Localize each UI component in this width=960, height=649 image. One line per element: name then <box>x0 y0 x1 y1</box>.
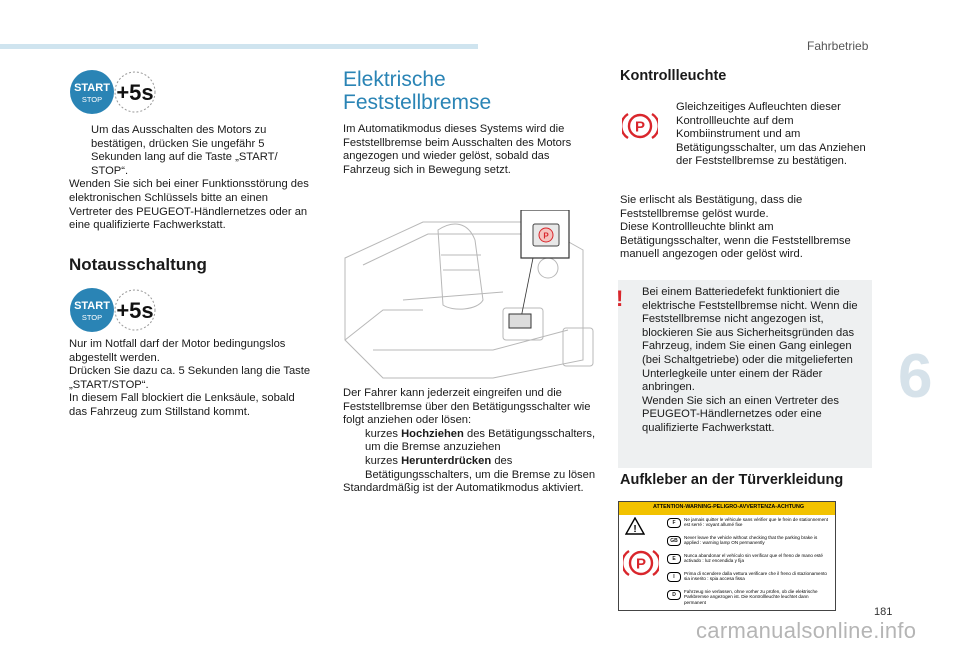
col3-para-1: Sie erlischt als Bestätigung, dass die Feststellbremse gelöst wurde. <box>620 194 803 220</box>
heading-feststellbremse <box>343 68 491 114</box>
col3-para-2: Diese Kontrollleuchte blinkt am Betätigungsschalter, wenn die Feststellbremse manuell angezogen oder gelöst wird. <box>620 221 851 261</box>
col1-para-2: Nur im Notfall darf der Motor bedingungslos abgestellt werden. <box>69 338 286 364</box>
section-label: Fahrbetrieb <box>807 39 869 53</box>
col2-bullet-2 <box>343 455 598 482</box>
bullet1-pre: kurzes <box>365 427 402 440</box>
sticker-row <box>667 535 831 553</box>
parking-brake-switch-zoom <box>521 210 569 258</box>
sticker-row <box>667 553 831 571</box>
sticker-row <box>667 589 831 607</box>
heading-feststellbremse-line2: Feststellbremse <box>343 91 492 114</box>
header-bar <box>0 44 478 49</box>
svg-text:!: ! <box>633 524 637 535</box>
sticker-language-code: I <box>667 572 681 582</box>
stop-label: STOP <box>81 95 103 104</box>
bullet2-pre: kurzes <box>365 454 402 467</box>
col1-bullet <box>69 124 314 178</box>
plus-5s-label-2: +5s <box>116 298 154 323</box>
bullet-marker-icon <box>69 124 91 178</box>
col2-para-1: Der Fahrer kann jederzeit eingreifen und die Feststellbremse über den Betätigungsschalter wie folgt anziehen oder lösen: <box>343 387 591 427</box>
bullet2-bold: Herunterdrücken <box>401 454 492 467</box>
gear-console-illustration <box>343 210 598 385</box>
sticker-warning-triangle-icon <box>625 517 645 540</box>
warning-exclamation-icon: ! <box>616 286 624 311</box>
col2-intro: Im Automatikmodus dieses Systems wird die Feststellbremse beim Ausschalten des Motors angezogen und wieder gelöst, sobald das Fahrzeug sich in Bewegung setzt. <box>343 123 572 176</box>
plus-5s-label: +5s <box>116 80 154 105</box>
heading-feststellbremse-line1: Elektrische <box>343 68 446 91</box>
heading-notausschaltung: Notausschaltung <box>69 255 207 274</box>
sticker-row-text: Prima di scendere dalla vettura verificare che il freno di stazionamento sia inserito : spia accesa fissa <box>684 571 827 582</box>
bullet2-post: des Betätigungsschalters, um die Bremse zu lösen <box>365 454 596 481</box>
col3-block <box>620 194 872 262</box>
col1-block-2 <box>69 338 314 420</box>
warning-text-2: Wenden Sie sich an einen Vertreter des PEUGEOT-Händlernetzes oder eine qualifizierte Fachwerkstatt. <box>642 394 839 434</box>
col1-bullet-text: Um das Ausschalten des Motors zu bestätigen, drücken Sie ungefähr 5 Sekunden lang auf die Taste „START/ STOP“. <box>91 124 278 177</box>
sticker-language-code: D <box>667 590 681 600</box>
col2-bullet-1 <box>343 428 598 455</box>
heading-kontrollleuchte: Kontrollleuchte <box>620 68 727 84</box>
col2-para-2: Standardmäßig ist der Automatikmodus aktiviert. <box>343 482 584 495</box>
svg-text:P: P <box>635 555 647 573</box>
sticker-row-text: Nunca abandonar el vehículo sin verificar que el freno de mano esté activado : luz encendida y fija <box>684 553 823 564</box>
sticker-row <box>667 517 831 535</box>
watermark: carmanualsonline.info <box>696 618 917 643</box>
lamp-description: Gleichzeitiges Aufleuchten dieser Kontrollleuchte auf dem Kombiinstrument und am Betätigungsschalter, um das Anziehen der Feststellbremse zu bestätigen. <box>676 101 866 168</box>
door-sticker <box>618 501 836 611</box>
sticker-row-text: Fahrzeug nie verlassen, ohne vorher zu prüfen, ob die elektrische Parkbremse angezogen ist. Die Kontrollleuchte leuchtet dann permanent <box>684 589 818 605</box>
heading-aufkleber: Aufkleber an der Türverkleidung <box>620 472 844 488</box>
start-stop-button-icon <box>69 69 159 120</box>
col1-para-1: Wenden Sie sich bei einer Funktionsstörung des elektronischen Schlüssels bitte an einen Vertreter des PEUGEOT-Händlernetzes oder an eine qualifizierte Fachwerkstatt. <box>69 178 309 232</box>
sticker-parking-brake-icon <box>623 547 659 584</box>
page-number: 181 <box>874 606 893 618</box>
col1-block-1 <box>69 124 314 233</box>
sticker-rows <box>667 517 831 607</box>
col2-block <box>343 387 598 496</box>
parking-brake-lamp-icon <box>622 110 658 147</box>
bullet1-post: des Betätigungsschalters, um die Bremse anzuziehen <box>365 427 596 454</box>
col1-para-4: In diesem Fall blockiert die Lenksäule, sobald das Fahrzeug zum Stillstand kommt. <box>69 392 295 418</box>
sticker-language-code: E <box>667 554 681 564</box>
sticker-row-text: Never leave the vehicle without checking that the parking brake is applied : warning lamp ON permanently <box>684 535 818 546</box>
svg-text:P: P <box>634 118 646 136</box>
bullet-marker-icon-2 <box>343 428 365 455</box>
start-label: START <box>74 82 110 94</box>
warning-text-block <box>642 286 864 436</box>
sticker-title: ATTENTION-WARNING-PELIGRO-AVVERTENZA-ACHTUNG <box>653 504 805 510</box>
start-stop-button-icon-2 <box>69 287 159 338</box>
col1-para-3: Drücken Sie dazu ca. 5 Sekunden lang die Taste „START/STOP“. <box>69 365 311 391</box>
stop-label-2: STOP <box>81 313 103 322</box>
sticker-language-code: F <box>667 518 681 528</box>
bullet-marker-icon-3 <box>343 455 365 482</box>
start-label-2: START <box>74 300 110 312</box>
sticker-row <box>667 571 831 589</box>
warning-text: Bei einem Batteriedefekt funktioniert die elektrische Feststellbremse nicht. Wenn die Feststellbremse nicht angezogen ist, blockieren Sie aus Sicherheitsgründen das Fahrzeug, indem Sie einen Gang einlegen (bei Schaltgetriebe) oder die mitgelieferten Unterlegkeile unter einem der Räder anbringen. <box>642 286 858 394</box>
sticker-row-text: Ne jamais quitter le véhicule sans vérifier que le frein de stationnement est serré : voyant allumé fixe <box>684 517 829 528</box>
warning-panel <box>618 280 872 468</box>
bullet1-bold: Hochziehen <box>401 427 464 440</box>
svg-text:P: P <box>543 231 549 241</box>
sticker-language-code: GB <box>667 536 681 546</box>
chapter-number: 6 <box>898 342 933 411</box>
